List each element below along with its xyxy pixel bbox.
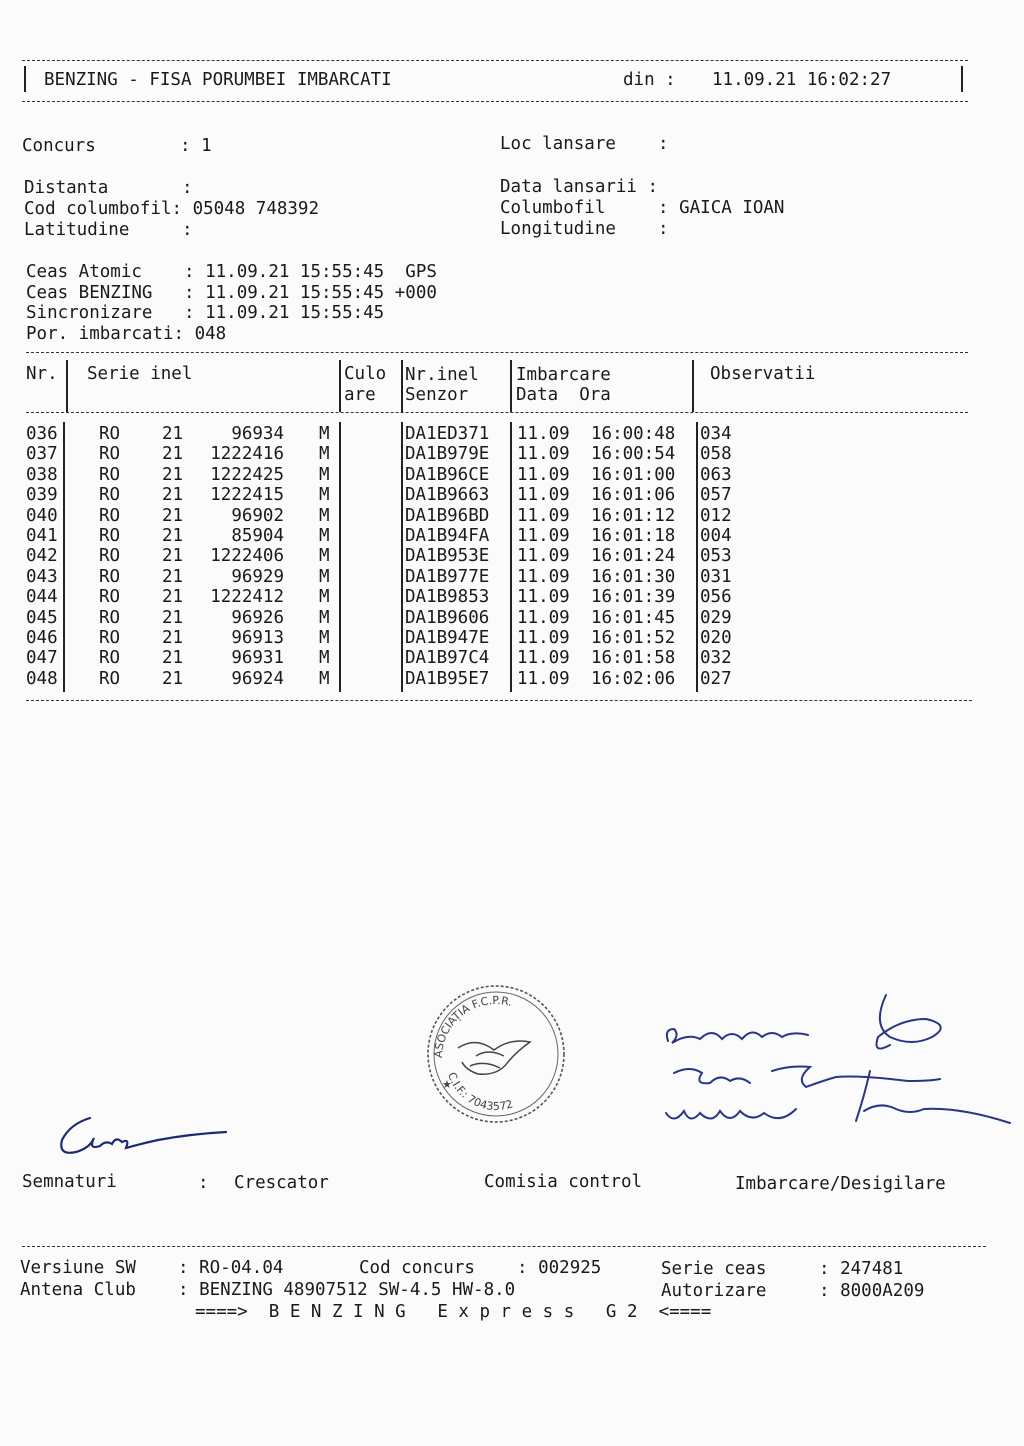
cell-senzor: DA1B9853 <box>405 587 490 608</box>
cell-senzor: DA1B94FA <box>405 526 490 546</box>
benzing-express-banner: ====> B E N Z I N G E x p r e s s G 2 <==== <box>195 1302 712 1322</box>
cell-tara: RO <box>99 444 121 465</box>
cell-ora: 16:01:58 <box>591 648 676 669</box>
cell-tara: RO <box>99 566 121 587</box>
cell-ora: 16:00:48 <box>591 424 676 444</box>
th-imbarcare-1: Imbarcare <box>516 365 611 385</box>
cell-ora: 16:02:06 <box>591 668 676 689</box>
cell-ora: 16:01:39 <box>591 587 676 608</box>
cell-nr: 042 <box>26 546 58 567</box>
cell-data: 11.09 <box>517 648 570 669</box>
cell-inel: 1222425 <box>210 464 284 485</box>
cell-data: 11.09 <box>517 546 570 567</box>
cell-senzor: DA1B9663 <box>405 485 490 506</box>
cell-nr: 038 <box>26 464 58 485</box>
imbarcare-desigilare-label: Imbarcare/Desigilare <box>735 1174 946 1194</box>
cell-tara: RO <box>99 668 121 689</box>
cell-an: 21 <box>162 526 184 546</box>
cell-an: 21 <box>162 546 184 567</box>
cell-sex: M <box>319 668 330 689</box>
cell-tara: RO <box>99 464 121 485</box>
association-stamp <box>418 978 574 1130</box>
cell-tara: RO <box>99 505 121 526</box>
serie-ceas-line: Serie ceas : 247481 <box>661 1259 904 1279</box>
header-bottom-rule <box>22 101 968 102</box>
header-left-border <box>24 66 26 92</box>
cell-obs: 058 <box>700 444 732 465</box>
crescator-label: Crescator <box>234 1173 329 1193</box>
cell-nr: 039 <box>26 485 58 506</box>
cell-nr: 045 <box>26 607 58 628</box>
crescator-signature <box>50 1100 240 1170</box>
header-top-rule <box>22 60 968 61</box>
cell-nr: 043 <box>26 566 58 587</box>
latitudine-line: Latitudine : <box>24 220 193 240</box>
comisia-control-label: Comisia control <box>484 1172 643 1192</box>
th-nr-inel-1: Nr.inel <box>405 365 479 385</box>
stamp-inner-ring <box>431 992 558 1116</box>
cell-ora: 16:01:00 <box>591 464 676 485</box>
cell-ora: 16:01:52 <box>591 628 676 648</box>
cell-obs: 056 <box>700 587 732 608</box>
cell-inel: 96902 <box>231 505 284 526</box>
por-imbarcati-line: Por. imbarcati: 048 <box>26 324 227 344</box>
semnaturi-colon: : <box>198 1173 209 1193</box>
cell-tara: RO <box>99 587 121 608</box>
commission-signatures <box>660 985 1020 1135</box>
cell-ora: 16:01:12 <box>591 505 676 526</box>
cell-tara: RO <box>99 628 121 648</box>
cell-obs: 032 <box>700 648 732 669</box>
cell-senzor: DA1B947E <box>405 628 490 648</box>
cell-data: 11.09 <box>517 444 570 465</box>
distanta-line: Distanta : <box>24 178 193 198</box>
pigeon-emblem-icon <box>458 1041 530 1074</box>
col-sep-header-5 <box>692 360 694 412</box>
cell-ora: 16:01:18 <box>591 526 676 546</box>
cell-data: 11.09 <box>517 424 570 444</box>
cell-data: 11.09 <box>517 526 570 546</box>
cell-inel: 1222415 <box>210 485 284 506</box>
loc-lansare-line: Loc lansare : <box>500 134 669 154</box>
cell-obs: 057 <box>700 485 732 506</box>
cell-senzor: DA1B96BD <box>405 505 490 526</box>
cell-tara: RO <box>99 424 121 444</box>
cell-nr: 047 <box>26 648 58 669</box>
cell-sex: M <box>319 587 330 608</box>
cell-inel: 1222406 <box>210 546 284 567</box>
cell-nr: 046 <box>26 628 58 648</box>
th-imbarcare-2: Data Ora <box>516 385 611 405</box>
cell-inel: 96929 <box>231 566 284 587</box>
data-lansarii-line: Data lansarii : <box>500 177 659 197</box>
cell-nr: 040 <box>26 505 58 526</box>
cod-columbofil-line: Cod columbofil: 05048 748392 <box>24 199 320 219</box>
cell-an: 21 <box>162 505 184 526</box>
stamp-star-icon: ★ <box>442 1078 452 1091</box>
cell-an: 21 <box>162 566 184 587</box>
cell-sex: M <box>319 546 330 567</box>
cell-obs: 004 <box>700 526 732 546</box>
cell-nr: 041 <box>26 526 58 546</box>
cell-tara: RO <box>99 648 121 669</box>
report-date-label: din : <box>623 70 676 90</box>
concurs-line: Concurs : 1 <box>22 136 212 156</box>
report-title: BENZING - FISA PORUMBEI IMBARCATI <box>44 70 392 90</box>
cell-senzor: DA1B979E <box>405 444 490 465</box>
th-nr: Nr. <box>26 364 58 384</box>
th-serie-inel: Serie inel <box>87 364 193 384</box>
cell-an: 21 <box>162 668 184 689</box>
cell-tara: RO <box>99 526 121 546</box>
cell-data: 11.09 <box>517 464 570 485</box>
semnaturi-label: Semnaturi <box>22 1172 117 1192</box>
cell-senzor: DA1B95E7 <box>405 668 490 689</box>
table-bottom-rule <box>26 700 972 701</box>
cell-senzor: DA1B953E <box>405 546 490 567</box>
cell-tara: RO <box>99 485 121 506</box>
cell-an: 21 <box>162 628 184 648</box>
cell-an: 21 <box>162 587 184 608</box>
cell-obs: 027 <box>700 668 732 689</box>
cell-inel: 1222412 <box>210 587 284 608</box>
cell-inel: 96913 <box>231 628 284 648</box>
th-nr-inel-2: Senzor <box>405 385 469 405</box>
cell-an: 21 <box>162 424 184 444</box>
ceas-benzing-line: Ceas BENZING : 11.09.21 15:55:45 +000 <box>26 283 437 303</box>
col-sep-header-3 <box>401 360 403 412</box>
footer-rule <box>22 1246 986 1247</box>
cell-ora: 16:01:45 <box>591 607 676 628</box>
table-header-rule <box>26 412 968 413</box>
cell-senzor: DA1B96CE <box>405 464 490 485</box>
cell-sex: M <box>319 628 330 648</box>
cell-senzor: DA1B9606 <box>405 607 490 628</box>
cell-inel: 1222416 <box>210 444 284 465</box>
cell-senzor: DA1B97C4 <box>405 648 490 669</box>
sincronizare-line: Sincronizare : 11.09.21 15:55:45 <box>26 303 385 323</box>
cell-sex: M <box>319 566 330 587</box>
table-top-rule <box>26 352 968 353</box>
cell-data: 11.09 <box>517 607 570 628</box>
cell-sex: M <box>319 485 330 506</box>
cell-data: 11.09 <box>517 505 570 526</box>
cell-inel: 96931 <box>231 648 284 669</box>
col-sep-body-2 <box>339 422 341 692</box>
cell-senzor: DA1B977E <box>405 566 490 587</box>
cell-an: 21 <box>162 464 184 485</box>
th-culoare-1: Culo <box>344 364 387 384</box>
longitudine-line: Longitudine : <box>500 219 669 239</box>
versiune-sw-line: Versiune SW : RO-04.04 <box>20 1258 284 1278</box>
cell-sex: M <box>319 505 330 526</box>
cell-tara: RO <box>99 607 121 628</box>
col-sep-header-2 <box>339 360 341 412</box>
col-sep-header-4 <box>510 360 512 412</box>
columbofil-line: Columbofil : GAICA IOAN <box>500 198 785 218</box>
col-sep-body-3 <box>401 422 403 692</box>
cell-tara: RO <box>99 546 121 567</box>
cod-concurs-line: Cod concurs : 002925 <box>359 1258 602 1278</box>
cell-sex: M <box>319 424 330 444</box>
cell-sex: M <box>319 444 330 465</box>
report-date-value: 11.09.21 16:02:27 <box>712 70 892 90</box>
cell-ora: 16:01:06 <box>591 485 676 506</box>
cell-obs: 063 <box>700 464 732 485</box>
cell-data: 11.09 <box>517 485 570 506</box>
cell-obs: 031 <box>700 566 732 587</box>
cell-data: 11.09 <box>517 566 570 587</box>
ceas-atomic-line: Ceas Atomic : 11.09.21 15:55:45 GPS <box>26 262 437 282</box>
col-sep-body-4 <box>510 422 512 692</box>
cell-an: 21 <box>162 485 184 506</box>
cell-an: 21 <box>162 444 184 465</box>
cell-obs: 029 <box>700 607 732 628</box>
th-observatii: Observatii <box>710 364 816 384</box>
cell-sex: M <box>319 464 330 485</box>
col-sep-header-1 <box>66 360 68 412</box>
cell-obs: 012 <box>700 505 732 526</box>
col-sep-body-5 <box>696 422 698 692</box>
cell-an: 21 <box>162 607 184 628</box>
cell-nr: 037 <box>26 444 58 465</box>
cell-inel: 96934 <box>231 424 284 444</box>
cell-inel: 96924 <box>231 668 284 689</box>
cell-sex: M <box>319 526 330 546</box>
cell-data: 11.09 <box>517 628 570 648</box>
th-culoare-2: are <box>344 385 376 405</box>
cell-senzor: DA1ED371 <box>405 424 490 444</box>
cell-obs: 053 <box>700 546 732 567</box>
antena-club-line: Antena Club : BENZING 48907512 SW-4.5 HW-8.0 <box>20 1280 516 1300</box>
cell-an: 21 <box>162 648 184 669</box>
cell-nr: 036 <box>26 424 58 444</box>
cell-ora: 16:00:54 <box>591 444 676 465</box>
stamp-bottom-text: C.I.F.: 7043572 <box>445 1070 515 1114</box>
header-right-border <box>961 66 963 92</box>
cell-obs: 034 <box>700 424 732 444</box>
cell-data: 11.09 <box>517 587 570 608</box>
cell-ora: 16:01:24 <box>591 546 676 567</box>
autorizare-line: Autorizare : 8000A209 <box>661 1281 925 1301</box>
cell-sex: M <box>319 607 330 628</box>
cell-sex: M <box>319 648 330 669</box>
cell-inel: 96926 <box>231 607 284 628</box>
cell-ora: 16:01:30 <box>591 566 676 587</box>
stamp-top-text: ASOCIAȚIA F.C.P.R. <box>431 993 514 1059</box>
cell-obs: 020 <box>700 628 732 648</box>
cell-nr: 044 <box>26 587 58 608</box>
cell-nr: 048 <box>26 668 58 689</box>
cell-data: 11.09 <box>517 668 570 689</box>
cell-inel: 85904 <box>231 526 284 546</box>
